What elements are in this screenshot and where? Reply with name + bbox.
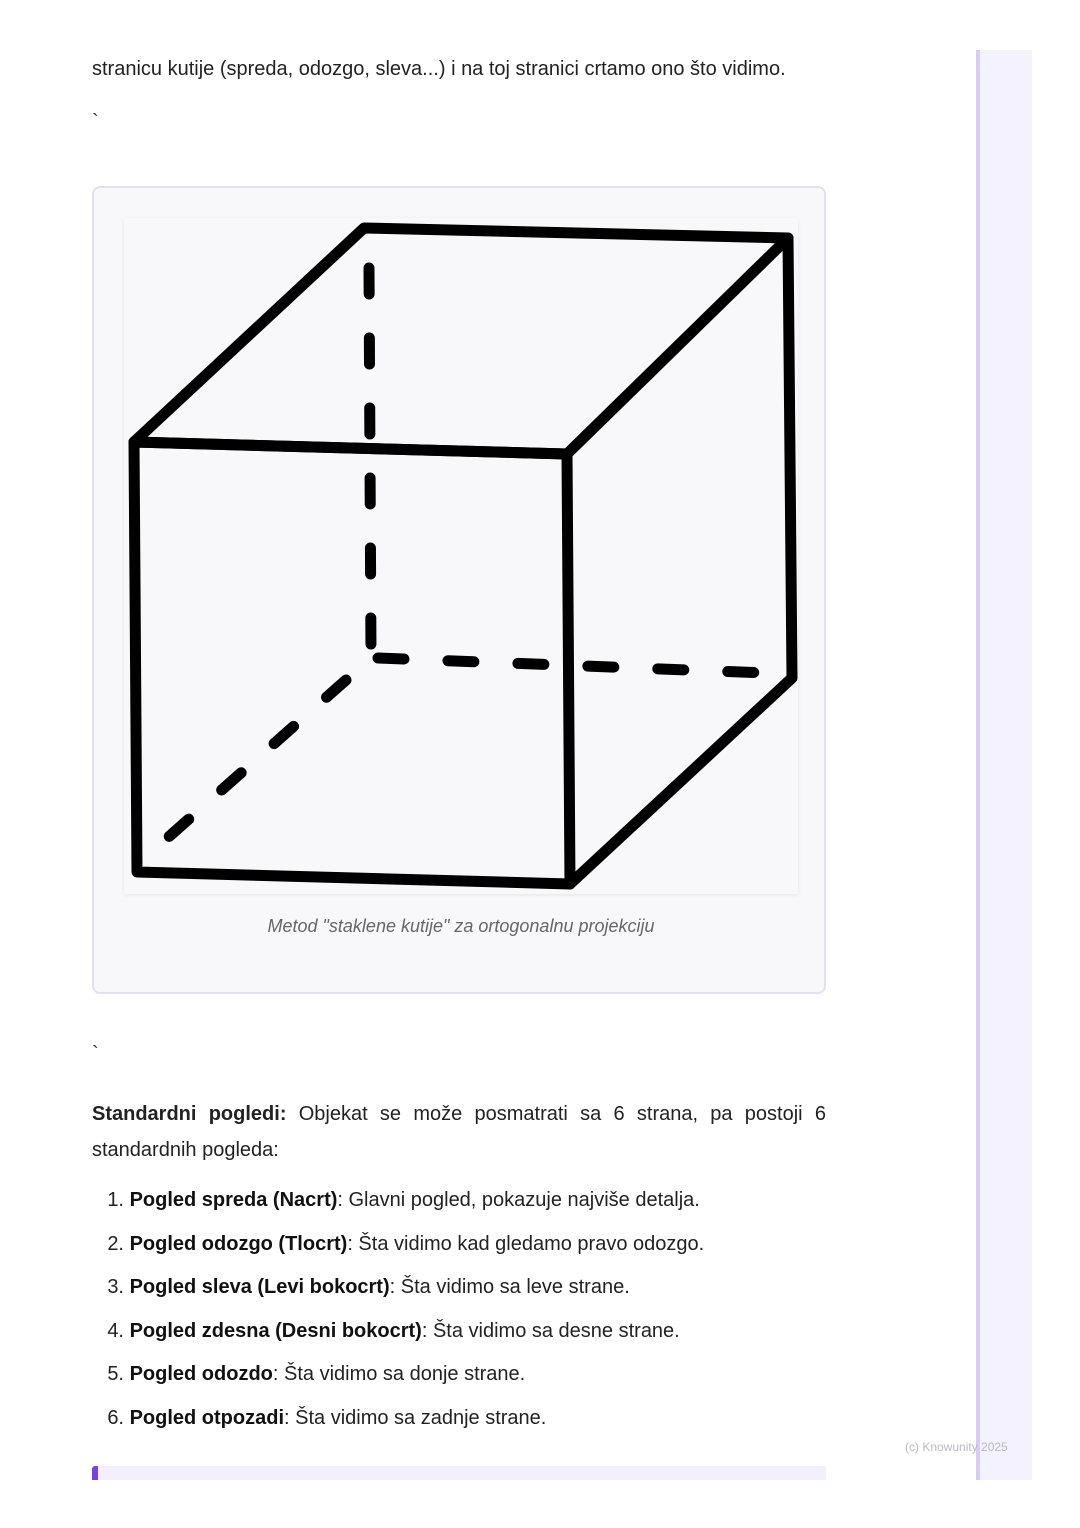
list-number: 2.	[107, 1232, 124, 1255]
list-number: 4.	[107, 1319, 124, 1342]
list-item	[92, 1317, 826, 1361]
hidden-depth-edge	[164, 680, 346, 841]
cube-front-face	[134, 442, 570, 884]
hidden-vertical-edge	[369, 268, 371, 655]
view-title: Pogled odozgo (Tlocrt)	[129, 1232, 348, 1255]
view-title: Pogled odozdo	[129, 1363, 273, 1386]
view-desc: : Šta vidimo sa leve strane.	[389, 1276, 630, 1299]
glass-box-figure	[124, 218, 798, 894]
copyright-notice: (c) Knowunity 2025	[905, 1440, 1008, 1454]
view-desc: : Šta vidimo kad gledamo pravo odozgo.	[347, 1232, 705, 1255]
view-desc: : Šta vidimo sa donje strane.	[272, 1363, 526, 1386]
separator-mark: `	[92, 111, 99, 133]
list-number: 3.	[107, 1276, 124, 1299]
standard-views-text: Objekat se može posmatrati sa 6 strana, pa postoji 6 standardnih pogleda:	[92, 1103, 826, 1161]
separator-mark-2: `	[92, 1043, 99, 1065]
list-item	[92, 1404, 826, 1448]
view-desc: : Šta vidimo sa zadnje strane.	[284, 1406, 547, 1429]
list-number: 6.	[107, 1406, 124, 1429]
list-item	[92, 1273, 826, 1317]
figure-caption: Metod "staklene kutije" za ortogonalnu projekciju	[267, 916, 655, 936]
intro-paragraph: stranicu kutije (spreda, odozgo, sleva...) i na toj stranici crtamo ono što vidimo.	[92, 58, 786, 80]
view-title: Pogled spreda (Nacrt)	[129, 1189, 338, 1211]
right-sidebar	[976, 50, 1032, 1480]
next-section-bar	[92, 1466, 826, 1480]
list-number: 1.	[107, 1189, 124, 1211]
view-desc: : Glavni pogled, pokazuje najviše detalja.	[337, 1189, 700, 1211]
list-number: 5.	[107, 1363, 124, 1386]
figure-card	[92, 186, 826, 994]
standard-views-label: Standardni pogledi:	[92, 1103, 287, 1125]
view-title: Pogled otpozadi	[129, 1406, 284, 1429]
standard-views-paragraph	[92, 1096, 826, 1168]
view-desc: : Šta vidimo sa desne strane.	[421, 1319, 680, 1342]
views-list	[92, 1186, 826, 1448]
cube-diagram	[124, 218, 798, 894]
cube-top-face	[134, 228, 788, 454]
list-item	[92, 1360, 826, 1404]
list-item	[92, 1186, 826, 1230]
view-title: Pogled sleva (Levi bokocrt)	[129, 1276, 390, 1299]
view-title: Pogled zdesna (Desni bokocrt)	[129, 1319, 422, 1342]
list-item	[92, 1230, 826, 1274]
